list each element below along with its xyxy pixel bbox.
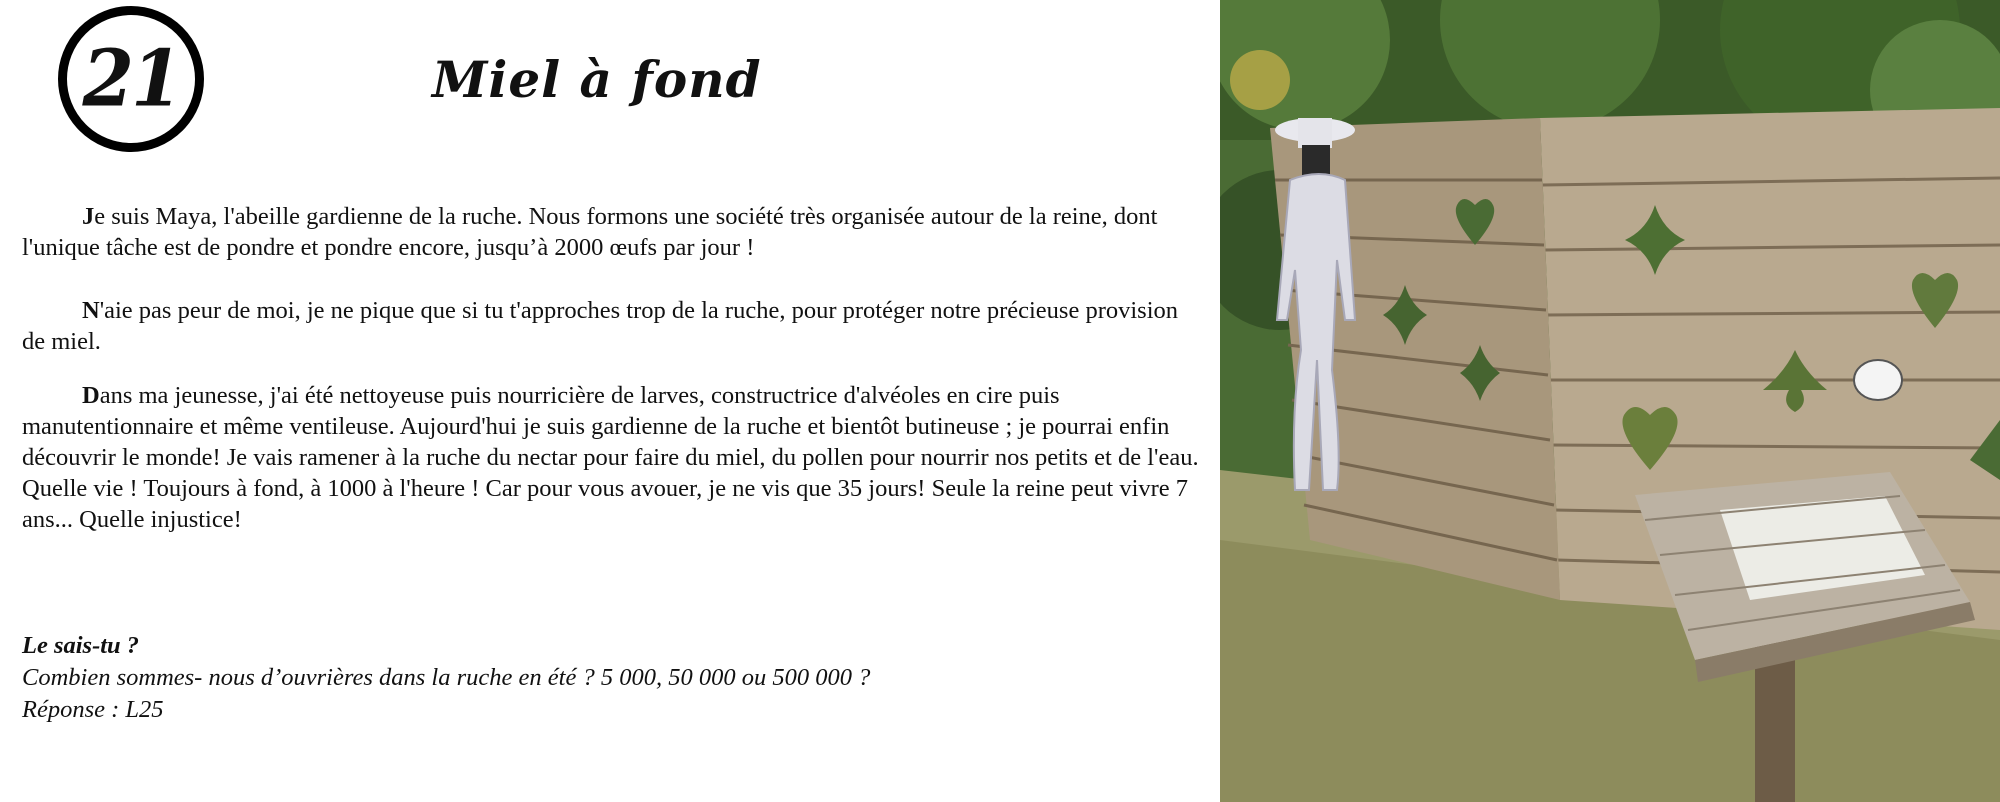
did-you-know bbox=[22, 630, 870, 726]
number-badge bbox=[58, 6, 204, 152]
garden-photo bbox=[1220, 0, 2000, 802]
paragraph-text: e suis Maya, l'abeille gardienne de la ruche. Nous formons une société très organisée autour de la reine, dont l'unique tâche est de pondre et pondre encore, jusqu’à 2000 œufs par jour ! bbox=[22, 203, 1158, 261]
paragraph-text: 'aie pas peur de moi, je ne pique que si tu t'approches trop de la ruche, pour protéger notre précieuse provision de miel. bbox=[22, 297, 1179, 355]
drop-letter: J bbox=[82, 203, 95, 230]
fact-title: Le sais-tu ? bbox=[22, 632, 140, 659]
drop-letter: N bbox=[82, 297, 100, 324]
badge-number: 21 bbox=[82, 33, 180, 125]
paragraph-life bbox=[22, 380, 1202, 535]
paragraph-text: ans ma jeunesse, j'ai été nettoyeuse puis nourricière de larves, constructrice d'alvéoles en cire puis manutentionnaire et même ventileuse. Aujourd'hui je suis gardienne de la ruche et bientôt butineuse ; je pourrai enfin découvrir le monde! Je vais ramener à la ruche du nectar pour faire du miel, du pollen pour nourrir nos petits et de l'eau. Quelle vie ! Toujours à fond, à 1000 à l'heure ! Car pour vous avouer, je ne vis que 35 jours! Seule la reine peut vivre 7 ans... Quelle injustice! bbox=[22, 382, 1199, 533]
page-title: Miel à fond bbox=[432, 50, 762, 109]
drop-letter: D bbox=[82, 382, 100, 409]
paragraph-sting bbox=[22, 295, 1202, 357]
fact-question: Combien sommes- nous d’ouvrières dans la ruche en été ? 5 000, 50 000 ou 500 000 ? bbox=[22, 664, 871, 691]
fact-answer: Réponse : L25 bbox=[22, 696, 164, 723]
paragraph-intro bbox=[22, 201, 1202, 263]
